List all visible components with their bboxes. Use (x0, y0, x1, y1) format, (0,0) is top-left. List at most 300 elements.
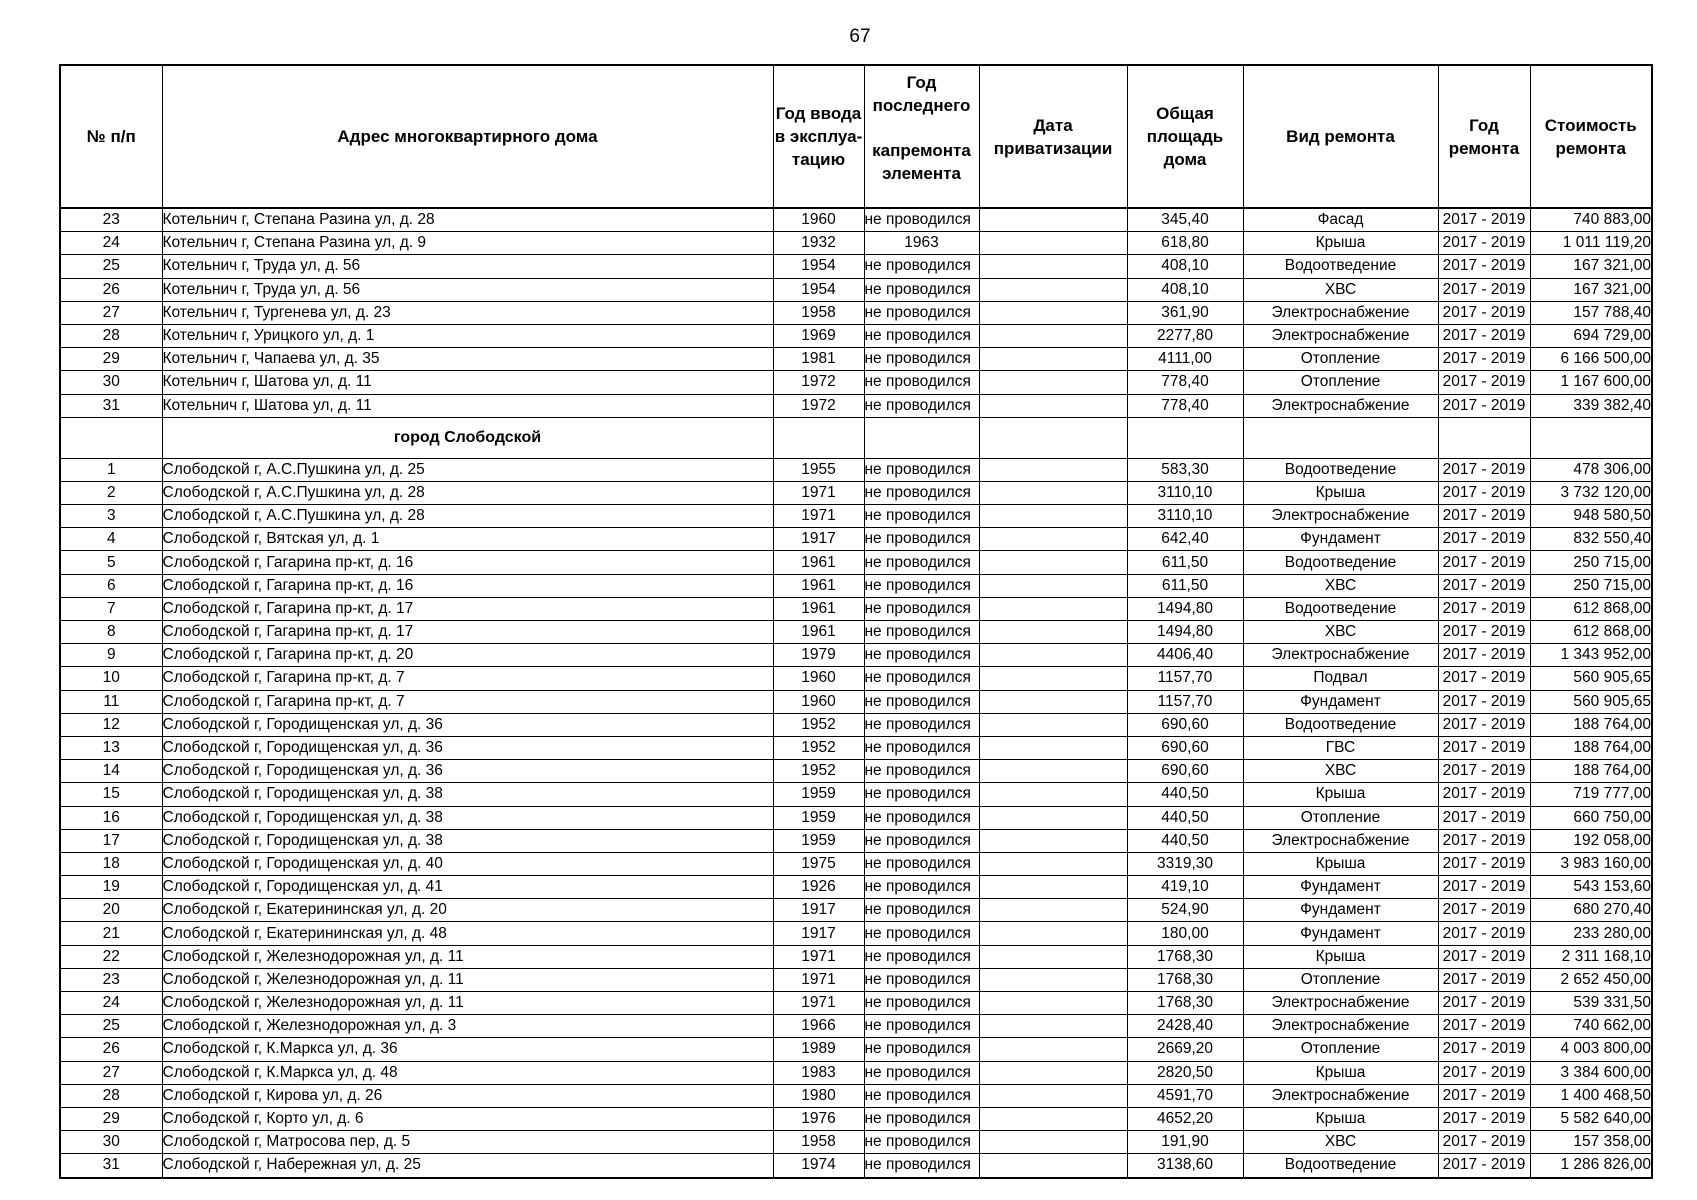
row-address: Котельнич г, Шатова ул, д. 11 (162, 371, 773, 394)
row-repair-kind: Отопление (1243, 371, 1438, 394)
table-row (60, 458, 1652, 481)
section-empty-cell (1243, 417, 1438, 458)
row-year-commissioned: 1955 (773, 458, 864, 481)
row-repair-kind: Отопление (1243, 1038, 1438, 1061)
row-address: Котельнич г, Урицкого ул, д. 1 (162, 324, 773, 347)
row-year-commissioned: 1971 (773, 481, 864, 504)
row-privatization (979, 348, 1127, 371)
row-repair-period: 2017 - 2019 (1438, 1084, 1530, 1107)
row-year-commissioned: 1971 (773, 992, 864, 1015)
row-repair-period: 2017 - 2019 (1438, 371, 1530, 394)
row-year-commissioned: 1954 (773, 255, 864, 278)
row-area: 408,10 (1127, 278, 1243, 301)
row-last-repair: не проводился (864, 922, 979, 945)
row-repair-period: 2017 - 2019 (1438, 1131, 1530, 1154)
row-repair-period: 2017 - 2019 (1438, 968, 1530, 991)
row-area: 611,50 (1127, 574, 1243, 597)
row-area: 345,40 (1127, 208, 1243, 232)
row-area: 1494,80 (1127, 597, 1243, 620)
table-row (60, 301, 1652, 324)
row-repair-kind: ХВС (1243, 621, 1438, 644)
row-number: 23 (60, 968, 162, 991)
row-cost: 188 764,00 (1530, 760, 1652, 783)
section-empty-cell (1438, 417, 1530, 458)
row-last-repair: не проводился (864, 1084, 979, 1107)
row-number: 17 (60, 829, 162, 852)
row-repair-kind: Электроснабжение (1243, 644, 1438, 667)
row-number: 27 (60, 1061, 162, 1084)
row-cost: 832 550,40 (1530, 528, 1652, 551)
row-year-commissioned: 1952 (773, 760, 864, 783)
row-repair-period: 2017 - 2019 (1438, 574, 1530, 597)
row-repair-kind: Водоотведение (1243, 1154, 1438, 1178)
row-cost: 233 280,00 (1530, 922, 1652, 945)
row-number: 26 (60, 278, 162, 301)
row-last-repair: не проводился (864, 301, 979, 324)
row-area: 2669,20 (1127, 1038, 1243, 1061)
table-row (60, 232, 1652, 255)
row-address: Слободской г, Городищенская ул, д. 38 (162, 783, 773, 806)
row-repair-kind: Крыша (1243, 481, 1438, 504)
row-last-repair: не проводился (864, 505, 979, 528)
row-repair-kind: Отопление (1243, 806, 1438, 829)
section-title: город Слободской (162, 417, 773, 458)
row-repair-kind: Подвал (1243, 667, 1438, 690)
row-address: Слободской г, Гагарина пр-кт, д. 20 (162, 644, 773, 667)
row-year-commissioned: 1960 (773, 690, 864, 713)
row-area: 642,40 (1127, 528, 1243, 551)
row-repair-kind: ХВС (1243, 760, 1438, 783)
row-repair-period: 2017 - 2019 (1438, 505, 1530, 528)
row-last-repair: не проводился (864, 1038, 979, 1061)
row-area: 2277,80 (1127, 324, 1243, 347)
row-cost: 1 286 826,00 (1530, 1154, 1652, 1178)
row-cost: 3 384 600,00 (1530, 1061, 1652, 1084)
row-repair-period: 2017 - 2019 (1438, 783, 1530, 806)
row-privatization (979, 667, 1127, 690)
row-year-commissioned: 1971 (773, 505, 864, 528)
row-cost: 192 058,00 (1530, 829, 1652, 852)
row-address: Слободской г, Набережная ул, д. 25 (162, 1154, 773, 1178)
row-last-repair: не проводился (864, 324, 979, 347)
row-privatization (979, 278, 1127, 301)
table-row (60, 621, 1652, 644)
row-number: 16 (60, 806, 162, 829)
table-body (60, 208, 1652, 1178)
row-year-commissioned: 1917 (773, 528, 864, 551)
row-year-commissioned: 1981 (773, 348, 864, 371)
row-area: 440,50 (1127, 806, 1243, 829)
row-repair-kind: Электроснабжение (1243, 324, 1438, 347)
table-row (60, 922, 1652, 945)
row-address: Слободской г, Городищенская ул, д. 36 (162, 713, 773, 736)
row-cost: 694 729,00 (1530, 324, 1652, 347)
section-empty-cell (864, 417, 979, 458)
row-area: 4111,00 (1127, 348, 1243, 371)
row-address: Слободской г, А.С.Пушкина ул, д. 28 (162, 505, 773, 528)
section-empty-cell (1530, 417, 1652, 458)
row-address: Слободской г, К.Маркса ул, д. 36 (162, 1038, 773, 1061)
row-year-commissioned: 1959 (773, 829, 864, 852)
row-cost: 188 764,00 (1530, 736, 1652, 759)
row-year-commissioned: 1917 (773, 922, 864, 945)
page-number: 67 (849, 26, 871, 47)
row-repair-period: 2017 - 2019 (1438, 667, 1530, 690)
row-repair-period: 2017 - 2019 (1438, 806, 1530, 829)
row-repair-kind: Электроснабжение (1243, 992, 1438, 1015)
row-address: Слободской г, Корто ул, д. 6 (162, 1107, 773, 1130)
row-area: 180,00 (1127, 922, 1243, 945)
row-year-commissioned: 1980 (773, 1084, 864, 1107)
row-last-repair: не проводился (864, 1154, 979, 1178)
row-repair-kind: Электроснабжение (1243, 1015, 1438, 1038)
table-row (60, 505, 1652, 528)
row-number: 25 (60, 255, 162, 278)
row-repair-period: 2017 - 2019 (1438, 1061, 1530, 1084)
row-privatization (979, 760, 1127, 783)
row-privatization (979, 371, 1127, 394)
row-repair-period: 2017 - 2019 (1438, 551, 1530, 574)
row-area: 778,40 (1127, 394, 1243, 417)
row-privatization (979, 736, 1127, 759)
row-cost: 4 003 800,00 (1530, 1038, 1652, 1061)
table-row (60, 783, 1652, 806)
row-privatization (979, 481, 1127, 504)
row-privatization (979, 945, 1127, 968)
row-privatization (979, 1061, 1127, 1084)
row-privatization (979, 1084, 1127, 1107)
row-last-repair: не проводился (864, 806, 979, 829)
row-last-repair: не проводился (864, 208, 979, 232)
row-address: Слободской г, Железнодорожная ул, д. 11 (162, 992, 773, 1015)
row-number: 8 (60, 621, 162, 644)
row-area: 690,60 (1127, 760, 1243, 783)
row-address: Слободской г, А.С.Пушкина ул, д. 25 (162, 458, 773, 481)
table-row (60, 899, 1652, 922)
row-year-commissioned: 1961 (773, 621, 864, 644)
row-last-repair: не проводился (864, 458, 979, 481)
row-repair-period: 2017 - 2019 (1438, 324, 1530, 347)
row-area: 690,60 (1127, 736, 1243, 759)
table-row (60, 736, 1652, 759)
row-address: Котельнич г, Труда ул, д. 56 (162, 278, 773, 301)
table-row (60, 597, 1652, 620)
row-area: 583,30 (1127, 458, 1243, 481)
row-cost: 1 011 119,20 (1530, 232, 1652, 255)
row-last-repair: не проводился (864, 667, 979, 690)
row-area: 2820,50 (1127, 1061, 1243, 1084)
row-year-commissioned: 1969 (773, 324, 864, 347)
row-year-commissioned: 1966 (773, 1015, 864, 1038)
row-repair-kind: ХВС (1243, 1131, 1438, 1154)
header-repair-period: Год ремонта (1438, 65, 1530, 208)
row-area: 419,10 (1127, 876, 1243, 899)
table-row (60, 1061, 1652, 1084)
row-cost: 250 715,00 (1530, 574, 1652, 597)
row-repair-period: 2017 - 2019 (1438, 597, 1530, 620)
row-privatization (979, 806, 1127, 829)
row-area: 611,50 (1127, 551, 1243, 574)
row-repair-period: 2017 - 2019 (1438, 232, 1530, 255)
header-area: Общая площадь дома (1127, 65, 1243, 208)
row-repair-period: 2017 - 2019 (1438, 713, 1530, 736)
row-area: 4591,70 (1127, 1084, 1243, 1107)
row-repair-kind: Крыша (1243, 783, 1438, 806)
row-area: 1157,70 (1127, 667, 1243, 690)
row-year-commissioned: 1959 (773, 806, 864, 829)
row-year-commissioned: 1961 (773, 597, 864, 620)
row-repair-period: 2017 - 2019 (1438, 458, 1530, 481)
row-area: 3138,60 (1127, 1154, 1243, 1178)
row-privatization (979, 458, 1127, 481)
row-repair-period: 2017 - 2019 (1438, 1107, 1530, 1130)
row-address: Слободской г, Кирова ул, д. 26 (162, 1084, 773, 1107)
row-last-repair: не проводился (864, 621, 979, 644)
row-year-commissioned: 1976 (773, 1107, 864, 1130)
row-repair-period: 2017 - 2019 (1438, 992, 1530, 1015)
row-year-commissioned: 1958 (773, 1131, 864, 1154)
row-year-commissioned: 1979 (773, 644, 864, 667)
row-number: 21 (60, 922, 162, 945)
row-cost: 948 580,50 (1530, 505, 1652, 528)
row-repair-period: 2017 - 2019 (1438, 1038, 1530, 1061)
row-privatization (979, 1015, 1127, 1038)
row-address: Слободской г, А.С.Пушкина ул, д. 28 (162, 481, 773, 504)
row-repair-period: 2017 - 2019 (1438, 301, 1530, 324)
row-number: 28 (60, 1084, 162, 1107)
row-cost: 612 868,00 (1530, 597, 1652, 620)
section-empty-cell (60, 417, 162, 458)
row-address: Слободской г, Матросова пер, д. 5 (162, 1131, 773, 1154)
row-privatization (979, 852, 1127, 875)
row-area: 361,90 (1127, 301, 1243, 324)
row-repair-kind: Отопление (1243, 348, 1438, 371)
row-cost: 719 777,00 (1530, 783, 1652, 806)
row-repair-kind: Фундамент (1243, 922, 1438, 945)
row-cost: 250 715,00 (1530, 551, 1652, 574)
row-number: 24 (60, 232, 162, 255)
row-privatization (979, 876, 1127, 899)
row-area: 3110,10 (1127, 505, 1243, 528)
row-year-commissioned: 1926 (773, 876, 864, 899)
row-year-commissioned: 1974 (773, 1154, 864, 1178)
row-number: 4 (60, 528, 162, 551)
row-area: 1494,80 (1127, 621, 1243, 644)
row-number: 7 (60, 597, 162, 620)
row-cost: 1 400 468,50 (1530, 1084, 1652, 1107)
row-year-commissioned: 1961 (773, 551, 864, 574)
header-repair-kind: Вид ремонта (1243, 65, 1438, 208)
row-repair-period: 2017 - 2019 (1438, 736, 1530, 759)
row-repair-kind: Электроснабжение (1243, 301, 1438, 324)
row-number: 26 (60, 1038, 162, 1061)
row-cost: 1 167 600,00 (1530, 371, 1652, 394)
table-row (60, 852, 1652, 875)
row-cost: 5 582 640,00 (1530, 1107, 1652, 1130)
row-repair-period: 2017 - 2019 (1438, 394, 1530, 417)
row-cost: 2 311 168,10 (1530, 945, 1652, 968)
section-empty-cell (773, 417, 864, 458)
row-last-repair: не проводился (864, 394, 979, 417)
row-repair-period: 2017 - 2019 (1438, 922, 1530, 945)
row-cost: 740 883,00 (1530, 208, 1652, 232)
row-area: 690,60 (1127, 713, 1243, 736)
row-area: 4406,40 (1127, 644, 1243, 667)
row-number: 20 (60, 899, 162, 922)
table-row (60, 829, 1652, 852)
row-cost: 157 788,40 (1530, 301, 1652, 324)
row-last-repair: не проводился (864, 1061, 979, 1084)
row-address: Слободской г, Городищенская ул, д. 41 (162, 876, 773, 899)
row-repair-period: 2017 - 2019 (1438, 899, 1530, 922)
row-year-commissioned: 1972 (773, 394, 864, 417)
row-address: Слободской г, Городищенская ул, д. 40 (162, 852, 773, 875)
row-number: 12 (60, 713, 162, 736)
row-year-commissioned: 1958 (773, 301, 864, 324)
row-cost: 560 905,65 (1530, 690, 1652, 713)
row-address: Слободской г, Железнодорожная ул, д. 3 (162, 1015, 773, 1038)
row-last-repair: не проводился (864, 371, 979, 394)
row-last-repair: не проводился (864, 736, 979, 759)
row-repair-kind: ХВС (1243, 574, 1438, 597)
row-year-commissioned: 1961 (773, 574, 864, 597)
row-last-repair: не проводился (864, 1107, 979, 1130)
row-address: Слободской г, Гагарина пр-кт, д. 17 (162, 621, 773, 644)
row-number: 14 (60, 760, 162, 783)
table-row (60, 324, 1652, 347)
table-row (60, 348, 1652, 371)
row-cost: 2 652 450,00 (1530, 968, 1652, 991)
row-year-commissioned: 1917 (773, 899, 864, 922)
table-row (60, 574, 1652, 597)
table-row (60, 394, 1652, 417)
row-repair-kind: Фундамент (1243, 876, 1438, 899)
row-last-repair: не проводился (864, 644, 979, 667)
row-repair-period: 2017 - 2019 (1438, 829, 1530, 852)
row-area: 1768,30 (1127, 968, 1243, 991)
row-repair-period: 2017 - 2019 (1438, 621, 1530, 644)
row-repair-period: 2017 - 2019 (1438, 278, 1530, 301)
row-area: 2428,40 (1127, 1015, 1243, 1038)
row-number: 31 (60, 1154, 162, 1178)
row-repair-period: 2017 - 2019 (1438, 1015, 1530, 1038)
row-repair-period: 2017 - 2019 (1438, 208, 1530, 232)
row-last-repair: 1963 (864, 232, 979, 255)
row-address: Слободской г, Гагарина пр-кт, д. 7 (162, 690, 773, 713)
row-area: 4652,20 (1127, 1107, 1243, 1130)
row-address: Котельнич г, Шатова ул, д. 11 (162, 394, 773, 417)
table-row (60, 371, 1652, 394)
row-last-repair: не проводился (864, 1015, 979, 1038)
row-repair-period: 2017 - 2019 (1438, 876, 1530, 899)
row-cost: 740 662,00 (1530, 1015, 1652, 1038)
row-area: 618,80 (1127, 232, 1243, 255)
row-cost: 6 166 500,00 (1530, 348, 1652, 371)
row-repair-period: 2017 - 2019 (1438, 852, 1530, 875)
repair-register-table (59, 64, 1653, 1179)
row-repair-kind: Отопление (1243, 968, 1438, 991)
section-row (60, 417, 1652, 458)
row-number: 25 (60, 1015, 162, 1038)
table-row (60, 713, 1652, 736)
row-last-repair: не проводился (864, 551, 979, 574)
table-row (60, 1038, 1652, 1061)
row-cost: 167 321,00 (1530, 255, 1652, 278)
row-privatization (979, 968, 1127, 991)
row-privatization (979, 208, 1127, 232)
row-cost: 3 983 160,00 (1530, 852, 1652, 875)
section-empty-cell (1127, 417, 1243, 458)
row-privatization (979, 551, 1127, 574)
row-address: Слободской г, Гагарина пр-кт, д. 7 (162, 667, 773, 690)
row-number: 5 (60, 551, 162, 574)
row-number: 10 (60, 667, 162, 690)
row-number: 13 (60, 736, 162, 759)
row-year-commissioned: 1975 (773, 852, 864, 875)
row-repair-kind: Крыша (1243, 1107, 1438, 1130)
row-number: 1 (60, 458, 162, 481)
row-year-commissioned: 1932 (773, 232, 864, 255)
row-privatization (979, 301, 1127, 324)
row-area: 1768,30 (1127, 945, 1243, 968)
table-row (60, 690, 1652, 713)
header-last-repair-line2: капремонта элемента (872, 141, 971, 183)
row-address: Слободской г, Городищенская ул, д. 38 (162, 829, 773, 852)
row-year-commissioned: 1954 (773, 278, 864, 301)
row-number: 6 (60, 574, 162, 597)
row-last-repair: не проводился (864, 713, 979, 736)
row-area: 524,90 (1127, 899, 1243, 922)
row-cost: 612 868,00 (1530, 621, 1652, 644)
row-last-repair: не проводился (864, 945, 979, 968)
row-repair-kind: Крыша (1243, 1061, 1438, 1084)
row-repair-kind: Крыша (1243, 232, 1438, 255)
row-year-commissioned: 1972 (773, 371, 864, 394)
row-repair-kind: Крыша (1243, 852, 1438, 875)
row-address: Слободской г, Вятская ул, д. 1 (162, 528, 773, 551)
row-privatization (979, 922, 1127, 945)
row-number: 30 (60, 1131, 162, 1154)
header-last-repair (864, 65, 979, 208)
row-number: 24 (60, 992, 162, 1015)
row-repair-kind: Водоотведение (1243, 458, 1438, 481)
row-privatization (979, 232, 1127, 255)
row-repair-period: 2017 - 2019 (1438, 528, 1530, 551)
row-last-repair: не проводился (864, 597, 979, 620)
table-row (60, 208, 1652, 232)
row-privatization (979, 597, 1127, 620)
row-repair-kind: Электроснабжение (1243, 505, 1438, 528)
row-number: 2 (60, 481, 162, 504)
row-year-commissioned: 1952 (773, 736, 864, 759)
row-last-repair: не проводился (864, 481, 979, 504)
row-privatization (979, 528, 1127, 551)
table-row (60, 1107, 1652, 1130)
header-privatization: Дата приватизации (979, 65, 1127, 208)
row-repair-period: 2017 - 2019 (1438, 690, 1530, 713)
row-number: 30 (60, 371, 162, 394)
row-cost: 478 306,00 (1530, 458, 1652, 481)
row-repair-kind: Фасад (1243, 208, 1438, 232)
row-repair-kind: Водоотведение (1243, 713, 1438, 736)
row-privatization (979, 255, 1127, 278)
row-privatization (979, 644, 1127, 667)
row-address: Котельнич г, Труда ул, д. 56 (162, 255, 773, 278)
row-area: 3319,30 (1127, 852, 1243, 875)
row-number: 11 (60, 690, 162, 713)
row-cost: 543 153,60 (1530, 876, 1652, 899)
row-address: Котельнич г, Чапаева ул, д. 35 (162, 348, 773, 371)
